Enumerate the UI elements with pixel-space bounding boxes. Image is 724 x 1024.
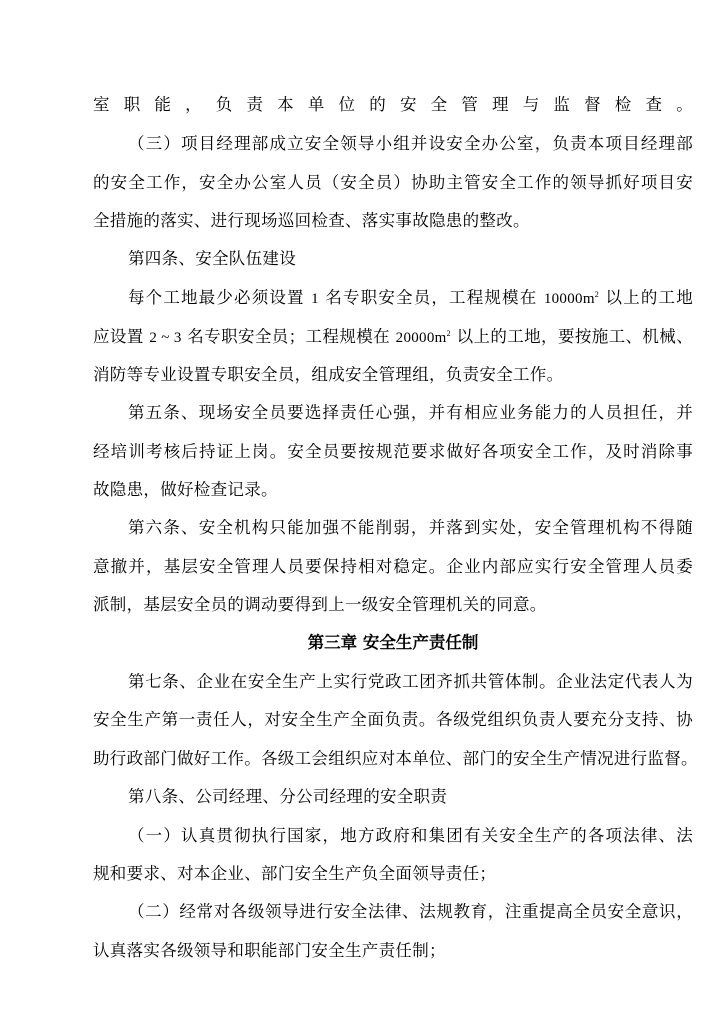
- text: （二）经常对各级领导进行安全法律、法规教育，注重提高全员安全意识，: [128, 902, 693, 921]
- paragraph-line: [93, 364, 693, 386]
- text: 消防等专业设置专职安全员，组成安全管理组，负责安全工作。: [93, 365, 564, 384]
- number: 1: [311, 291, 319, 307]
- number: 10000m: [543, 291, 595, 307]
- paragraph-line: [93, 479, 693, 501]
- paragraph-line: [128, 133, 693, 155]
- text: 意撤并，基层安全管理人员要保持相对稳定。企业内部应实行安全管理人员委: [93, 557, 693, 576]
- paragraph-line: [128, 517, 693, 539]
- text: （三）项目经理部成立安全领导小组并设安全办公室，负责本项目经理部: [128, 134, 693, 153]
- text: （一）认真贯彻执行国家，地方政府和集团有关安全生产的各项法律、法: [128, 826, 693, 845]
- text: 第七条、企业在安全生产上实行党政工团齐抓共管体制。企业法定代表人为: [128, 672, 693, 691]
- paragraph-line: [93, 594, 693, 616]
- text: 室职能，负责本单位的安全管理与监督检查。: [93, 95, 693, 114]
- text: 认真落实各级领导和职能部门安全生产责任制；: [93, 941, 446, 960]
- paragraph-line: [128, 671, 693, 693]
- paragraph-line: [93, 441, 693, 463]
- text: 故隐患，做好检查记录。: [93, 480, 278, 499]
- text: 名专职安全员，工程规模在: [325, 288, 538, 307]
- text: 全措施的落实、进行现场巡回检查、落实事故隐患的整改。: [93, 211, 530, 230]
- text: 规和要求、对本企业、部门安全生产负全面领导责任；: [93, 864, 497, 883]
- paragraph-line: [128, 287, 693, 310]
- text: 经培训考核后持证上岗。安全员要按规范要求做好各项安全工作，及时消除事: [93, 442, 693, 461]
- article-title: [128, 786, 693, 808]
- number: 20000m: [395, 330, 447, 346]
- text: 应设置: [93, 327, 144, 346]
- text: 安全生产第一责任人，对安全生产全面负责。各级党组织负责人要充分支持、协: [93, 710, 693, 729]
- text: 的安全工作，安全办公室人员（安全员）协助主管安全工作的领导抓好项目安: [93, 173, 693, 192]
- article-title: [128, 248, 693, 270]
- superscript: 2: [594, 290, 600, 299]
- paragraph-line: [93, 94, 693, 116]
- text: 第五条、现场安全员要选择责任心强，并有相应业务能力的人员担任，并: [128, 403, 693, 422]
- paragraph-line: [128, 825, 693, 847]
- text: 第三章 安全生产责任制: [307, 633, 479, 652]
- paragraph-line: [93, 172, 693, 194]
- number: 2 ~ 3: [149, 330, 182, 346]
- paragraph-line: [93, 940, 693, 962]
- area-value: [544, 291, 599, 307]
- text: 以上的工地: [605, 288, 694, 307]
- text: 派制，基层安全员的调动要得到上一级安全管理机关的同意。: [93, 595, 547, 614]
- paragraph-line: [93, 326, 693, 349]
- text: 第四条、安全队伍建设: [128, 249, 296, 268]
- paragraph-line: [93, 748, 698, 770]
- paragraph-line: [128, 901, 693, 923]
- text: 助行政部门做好工作。各级工会组织应对本单位、部门的安全生产情况进行监督。: [93, 749, 698, 768]
- paragraph-line: [93, 556, 693, 578]
- text: 第六条、安全机构只能加强不能削弱，并落到实处，安全管理机构不得随: [128, 518, 693, 537]
- paragraph-line: [93, 863, 693, 885]
- paragraph-line: [128, 402, 693, 424]
- text: 以上的工地，要按施工、机械、: [456, 327, 693, 346]
- chapter-heading: [93, 632, 693, 654]
- paragraph-line: [93, 709, 693, 731]
- text: 每个工地最少必须设置: [128, 288, 305, 307]
- area-value: [396, 330, 451, 346]
- text: 第八条、公司经理、分公司经理的安全职责: [128, 787, 448, 806]
- text: 名专职安全员；工程规模在: [187, 327, 391, 346]
- superscript: 2: [446, 329, 451, 338]
- paragraph-line: [93, 210, 693, 232]
